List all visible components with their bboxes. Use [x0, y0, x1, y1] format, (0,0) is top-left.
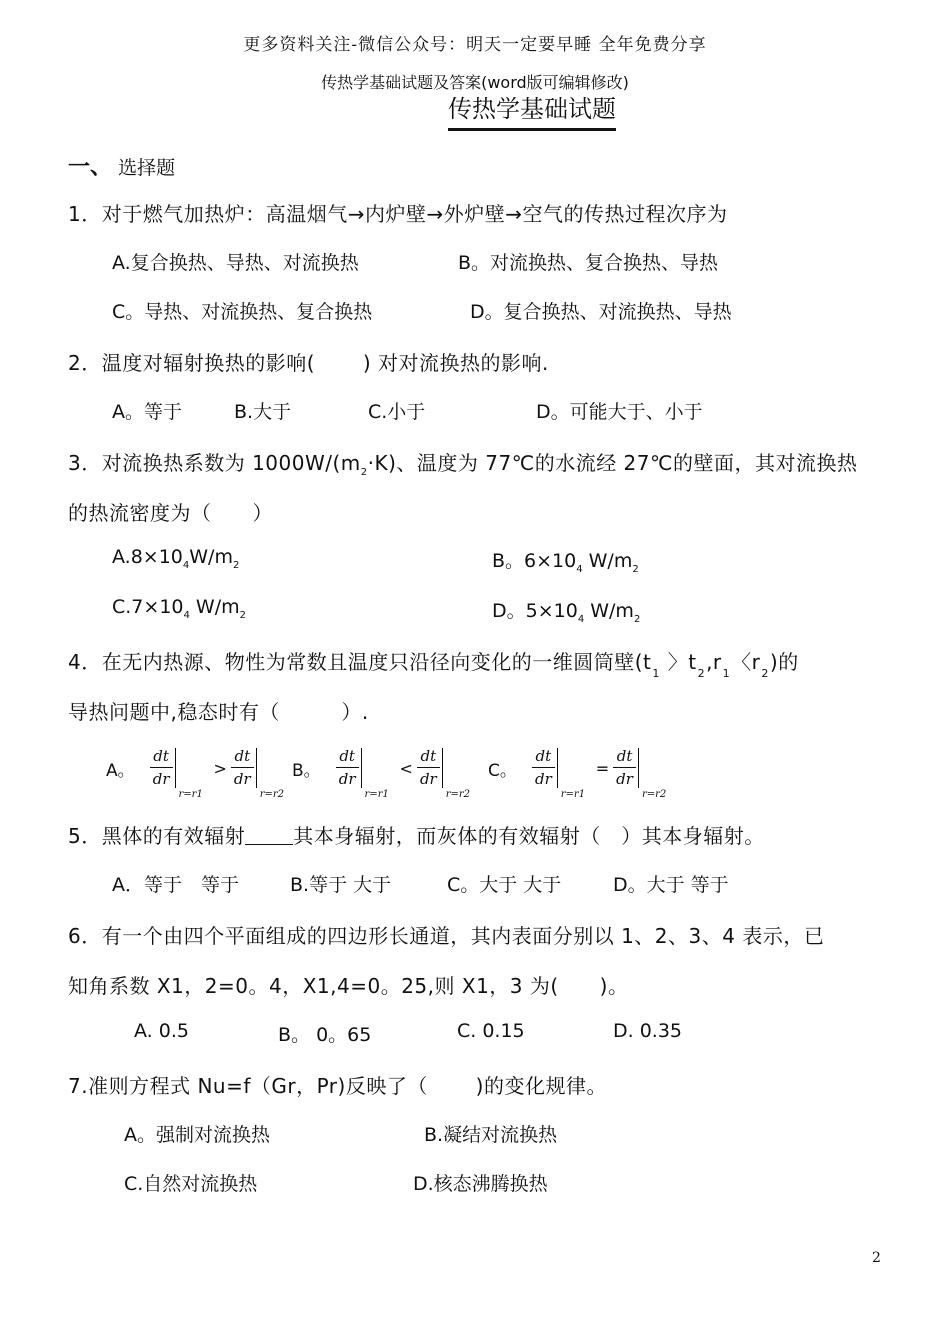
q6-option-c: C. 0.15 — [457, 1020, 525, 1042]
fill-blank — [245, 826, 293, 845]
q1-option-c: C。导热、对流换热、复合换热 — [112, 301, 373, 323]
q5-option-a: A．等于 等于 — [112, 874, 239, 896]
q1-option-b: B。对流换热、复合换热、导热 — [458, 252, 719, 274]
q7-stem: 7.准则方程式 Nu=f（Gr，Pr)反映了（ )的变化规律。 — [68, 1074, 607, 1098]
derivative-fraction: $\frac{dt}{dr}$ — [231, 749, 254, 787]
q6-stem-line2: 知角系数 X1，2=0。4，X1,4=0。25,则 X1，3 为( )。 — [68, 974, 629, 998]
promo-header: 更多资料关注-微信公众号：明天一定要早睡 全年免费分享 — [243, 35, 707, 55]
section-number: 一、 — [68, 155, 113, 180]
q6-option-d: D. 0.35 — [613, 1020, 683, 1042]
evaluation-bar: r=r1 — [175, 748, 210, 788]
document-title: 传热学基础试题及答案(word版可编辑修改) — [321, 73, 629, 92]
q3-option-d: D。$5\times 10_4$ $W/m_2$ — [492, 600, 641, 625]
q5-option-d: D。大于 等于 — [613, 874, 729, 896]
q3-option-a: $A.8\times 10_4W/m_2$ — [112, 546, 240, 571]
q3-stem-line1: 3．对流换热系数为 $1000W/(m_2\cdot K)$、温度为 77℃的水流经 27℃的壁面，其对流换热 — [68, 451, 858, 478]
derivative-fraction: $\frac{dt}{dr}$ — [532, 749, 555, 787]
q6-option-b: B。 0。65 — [278, 1024, 372, 1046]
q2-option-a: A。等于 — [112, 401, 182, 423]
q6-stem-line1: 6．有一个由四个平面组成的四边形长通道，其内表面分别以 1、2、3、4 表示，已 — [68, 924, 825, 948]
evaluation-bar: r=r2 — [442, 748, 477, 788]
evaluation-bar: r=r1 — [361, 748, 396, 788]
q2-option-c: C.小于 — [368, 401, 426, 423]
q1-stem: 1．对于燃气加热炉：高温烟气→内炉壁→外炉壁→空气的传热过程次序为 — [68, 202, 728, 226]
q3-option-b: B。$6\times 10_4$ $W/m_2$ — [492, 550, 639, 575]
evaluation-bar: r=r1 — [557, 748, 592, 788]
q4-option-a: A。 $\frac{dt}{dr}$ r=r1 > $\frac{dt}{dr}$ r=r2 — [106, 748, 291, 788]
derivative-fraction: $\frac{dt}{dr}$ — [150, 749, 173, 787]
derivative-fraction: $\frac{dt}{dr}$ — [417, 749, 440, 787]
section-heading — [68, 150, 175, 181]
q4-option-b: B。 $\frac{dt}{dr}$ r=r1 < $\frac{dt}{dr}$ r=r2 — [292, 748, 477, 788]
q2-stem: 2．温度对辐射换热的影响( ) 对对流换热的影响. — [68, 351, 549, 375]
q5-option-c: C。大于 大于 — [447, 874, 562, 896]
derivative-fraction: $\frac{dt}{dr}$ — [336, 749, 359, 787]
q1-option-a: A.复合换热、导热、对流换热 — [112, 252, 359, 274]
page-number: 2 — [872, 1250, 881, 1266]
evaluation-bar: r=r2 — [256, 748, 291, 788]
q2-option-d: D。可能大于、小于 — [536, 401, 703, 423]
q5-stem: 5．黑体的有效辐射 其本身辐射，而灰体的有效辐射（ ）其本身辐射。 — [68, 824, 765, 848]
q2-option-b: B.大于 — [234, 401, 292, 423]
q4-option-c: C。 $\frac{dt}{dr}$ r=r1 = $\frac{dt}{dr}$ r=r2 — [488, 748, 673, 788]
q6-option-a: A. 0.5 — [134, 1020, 189, 1042]
q1-option-d: D。复合换热、对流换热、导热 — [470, 301, 732, 323]
derivative-fraction: $\frac{dt}{dr}$ — [613, 749, 636, 787]
page-title: 传热学基础试题 — [448, 89, 616, 131]
q3-option-c: $C.7\times 10_4$ $W/m_2$ — [112, 596, 246, 621]
q4-stem-line1: 4．在无内热源、物性为常数且温度只沿径向变化的一维圆筒壁($t_1$ 〉$t_2,r_1$〈$r_2$)的 — [68, 650, 799, 680]
section-label: 选择题 — [118, 157, 176, 179]
q5-option-b: B.等于 大于 — [290, 874, 392, 896]
q7-option-a: A。强制对流换热 — [124, 1124, 270, 1146]
q7-option-c: C.自然对流换热 — [124, 1173, 258, 1195]
q7-option-b: B.凝结对流换热 — [424, 1124, 558, 1146]
evaluation-bar: r=r2 — [638, 748, 673, 788]
q4-stem-line2: 导热问题中,稳态时有（ ）. — [68, 700, 369, 724]
q7-option-d: D.核态沸腾换热 — [413, 1173, 548, 1195]
q3-stem-line2: 的热流密度为（ ） — [68, 501, 273, 525]
